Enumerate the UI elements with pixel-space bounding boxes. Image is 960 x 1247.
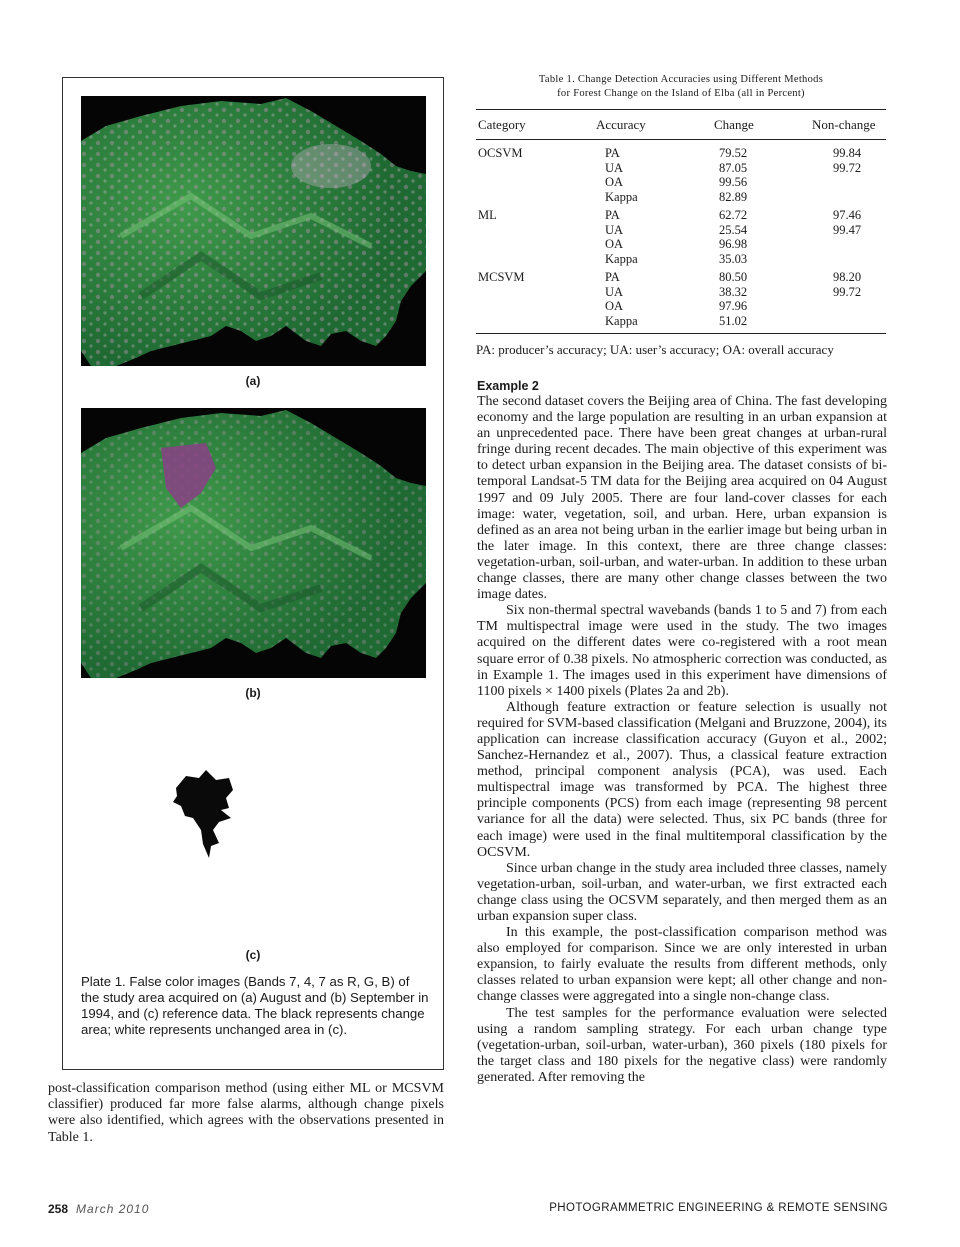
table-row xyxy=(476,314,886,329)
table-cell-non-change: 99.72 xyxy=(833,160,862,175)
plate-label-b: (b) xyxy=(245,686,261,700)
table-cell-change: 35.03 xyxy=(719,251,748,266)
header-non-change: Non-change xyxy=(812,117,876,132)
table-cell-non-change: 98.20 xyxy=(833,270,862,284)
table-title-line-1: Table 1. Change Detection Accuracies using Different Methods xyxy=(538,74,824,85)
table-cell-accuracy: PA xyxy=(605,270,620,284)
table-cell-change: 62.72 xyxy=(719,208,748,222)
page-number: 258 xyxy=(48,1202,69,1216)
table-category: MCSVM xyxy=(478,270,525,284)
left-paragraph: post-classification comparison method (using either ML or MCSVM classifier) produced far more false alarms, although change pixels were also identified, which agrees with the observations presented in Table 1. xyxy=(48,1081,444,1145)
plate-image-c xyxy=(81,718,426,968)
table-row xyxy=(476,146,886,161)
table-cell-change: 79.52 xyxy=(719,146,748,160)
table-cell-non-change: 97.46 xyxy=(833,208,862,222)
table-cell-accuracy: UA xyxy=(605,160,624,175)
table-rule-mid xyxy=(476,139,886,140)
table-rule-bottom xyxy=(476,333,886,334)
table-cell-change: 38.32 xyxy=(719,284,748,299)
plate-figure xyxy=(62,77,444,1070)
table-cell-change: 51.02 xyxy=(719,313,748,328)
body-paragraph: In this example, the post-classification comparison method was also employed for comparison. Since we are only interested in urban expansion, to fairly evaluate the results from different methods, only classes related to urban expansion were kept; all other change and non-change classes were aggregated into a single non-change class. xyxy=(477,925,887,1005)
table-cell-accuracy: Kappa xyxy=(605,251,638,266)
table-cell-non-change: 99.72 xyxy=(833,284,862,299)
table-cell-accuracy: OA xyxy=(605,299,624,313)
right-column-text xyxy=(477,379,887,1086)
table-cell-accuracy: PA xyxy=(605,208,620,222)
body-paragraph: Although feature extraction or feature selection is usually not required for SVM-based classification (Melgani and Bruzzone, 2004), its application can increase classification accuracy (Guyon et al., 2002; Sanchez-Hernandez et al., 2007). Thus, a classical feature extraction method, principal component analysis (PCA), was used. Each multispectral image was transformed by PCA. The highest three principle components (PCS) from each image (representing 98 percent variance for all the data) were selected. Thus, six PC bands (three for each image) were used in the final multitemporal classification by the OCSVM. xyxy=(477,699,887,860)
table-cell-accuracy: UA xyxy=(605,222,624,237)
table-row xyxy=(476,223,886,238)
plate-label-c: (c) xyxy=(245,948,261,962)
header-category: Category xyxy=(478,117,526,132)
table-cell-accuracy: Kappa xyxy=(605,313,638,328)
table-row xyxy=(476,285,886,300)
table-row xyxy=(476,299,886,314)
table-group xyxy=(476,270,886,332)
table-cell-change: 97.96 xyxy=(719,299,748,313)
table-cell-non-change: 99.47 xyxy=(833,222,862,237)
plate-image-b xyxy=(81,408,426,678)
table-cell-change: 25.54 xyxy=(719,222,748,237)
table-row xyxy=(476,208,886,223)
table-group xyxy=(476,146,886,208)
table-rule-top xyxy=(476,109,886,110)
table-cell-accuracy: OA xyxy=(605,237,624,251)
table-cell-change: 82.89 xyxy=(719,189,748,204)
body-paragraph: Six non-thermal spectral wavebands (bands 1 to 5 and 7) from each TM multispectral image were used in the study. The two images acquired on the different dates were co-registered with a root mean square error of 0.38 pixels. No atmospheric correction was conducted, as in Example 1. The images used in this experiment have dimensions of 1100 pixels × 1400 pixels (Plates 2a and 2b). xyxy=(477,603,887,699)
table-body xyxy=(476,146,886,332)
plate-label-a: (a) xyxy=(245,374,261,388)
plate-caption: Plate 1. False color images (Bands 7, 4, 7 as R, G, B) of the study area acquired on (a) August and (b) September in 1994, and (c) reference data. The black represents change area; white represents unchanged area in (c). xyxy=(81,974,429,1037)
table-cell-accuracy: OA xyxy=(605,175,624,189)
header-change: Change xyxy=(714,117,754,132)
table-cell-change: 99.56 xyxy=(719,175,748,189)
body-paragraph: The test samples for the performance evaluation were selected using a random sampling strategy. For each urban change type (vegetation-urban, soil-urban, water-urban), 360 pixels (180 pixels for the target class and 180 pixels for the negative class) were randomly generated. After removing the xyxy=(477,1005,887,1085)
journal-name: PHOTOGRAMMETRIC ENGINEERING & REMOTE SENSING xyxy=(549,1202,888,1214)
issue-date: March 2010 xyxy=(76,1202,150,1216)
table-row xyxy=(476,237,886,252)
table-cell-change: 87.05 xyxy=(719,160,748,175)
table-cell-accuracy: Kappa xyxy=(605,189,638,204)
table-cell-non-change: 99.84 xyxy=(833,146,862,160)
header-accuracy: Accuracy xyxy=(596,117,646,132)
table-cell-change: 96.98 xyxy=(719,237,748,251)
body-paragraph: The second dataset covers the Beijing area of China. The fast developing economy and the large population are resulting in an urban expansion at an unprecedented pace. There have been great changes at urban-rural fringe during recent decades. The main objective of this experiment was to detect urban expansion in the Beijing area. The dataset consists of bi-temporal Landsat-5 TM data for the Beijing area acquired on 04 August 1997 and 09 July 2005. There are four land-cover classes for each image: water, vegetation, soil, and urban. Here, urban expansion is defined as an area not being urban in the earlier image but being urban in the later image. In this context, there are three change classes: vegetation-urban, soil-urban, and water-urban. In addition to these urban change classes, there are many other change classes between the two image dates. xyxy=(477,394,887,603)
table-category: ML xyxy=(478,208,497,222)
table-cell-accuracy: UA xyxy=(605,284,624,299)
footer-left xyxy=(48,1202,149,1216)
section-heading: Example 2 xyxy=(477,379,539,393)
table-row xyxy=(476,190,886,205)
table-title-line-2: for Forest Change on the Island of Elba (all in Percent) xyxy=(557,88,805,99)
table-row xyxy=(476,175,886,190)
table-row xyxy=(476,270,886,285)
table-row xyxy=(476,252,886,267)
table-cell-accuracy: PA xyxy=(605,146,620,160)
plate-image-a xyxy=(81,96,426,366)
table-note: PA: producer’s accuracy; UA: user’s accuracy; OA: overall accuracy xyxy=(476,342,834,357)
table-cell-change: 80.50 xyxy=(719,270,748,284)
table-row xyxy=(476,161,886,176)
body-paragraph: Since urban change in the study area included three classes, namely vegetation-urban, soil-urban, and water-urban, we first extracted each change class using the OCSVM separately, and then merged them as an urban expansion super class. xyxy=(477,860,887,924)
table-title xyxy=(476,73,886,101)
table-group xyxy=(476,208,886,270)
table-category: OCSVM xyxy=(478,146,523,160)
